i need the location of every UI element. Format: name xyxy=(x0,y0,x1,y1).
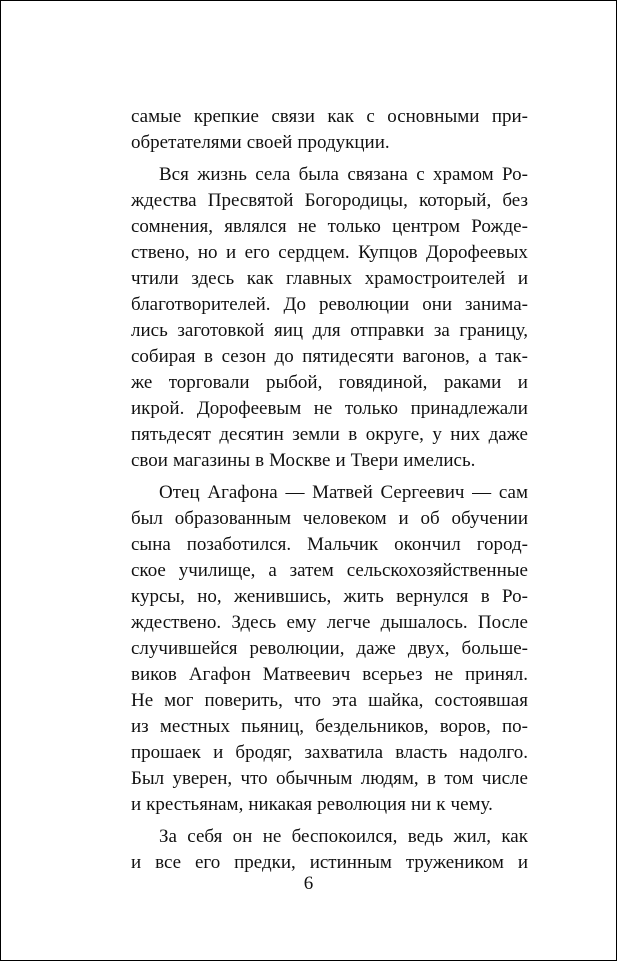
text-line: из местных пьяниц, бездельников, воров, по- xyxy=(131,716,528,737)
text-line: благотворителей. До революции они занима- xyxy=(131,294,528,315)
text-line: ждествено. Здесь ему легче дышалось. После xyxy=(131,612,528,633)
text-line: ское училище, а затем сельскохозяйственные xyxy=(131,560,528,581)
text-line: был образованным человеком и об обучении xyxy=(131,508,528,529)
text-line: самые крепкие связи как с основными при- xyxy=(131,106,528,127)
text-line: виков Агафон Матвеевич всерьез не принял. xyxy=(131,664,528,685)
page-number: 6 xyxy=(303,873,314,894)
text-line: же торговали рыбой, говядиной, раками и xyxy=(131,372,528,393)
paragraph xyxy=(131,162,528,474)
text-line: За себя он не беспокоился, ведь жил, как xyxy=(159,826,528,847)
text-line: Отец Агафона — Матвей Сергеевич — сам xyxy=(159,482,528,503)
text-line: курсы, но, женившись, жить вернулся в Ро- xyxy=(131,586,528,607)
paragraph xyxy=(131,824,528,876)
text-line: сомнения, являлся не только центром Рожде- xyxy=(131,216,528,237)
text-line: обретателями своей продукции. xyxy=(131,132,390,153)
text-line: Был уверен, что обычным людям, в том числе xyxy=(131,768,528,789)
text-line: ждества Пресвятой Богородицы, который, без xyxy=(131,190,528,211)
text-line: Не мог поверить, что эта шайка, состоявшая xyxy=(131,690,528,711)
text-line: и крестьянам, никакая революция ни к чему. xyxy=(131,794,493,815)
text-line: сына позаботился. Мальчик окончил город- xyxy=(131,534,528,555)
paragraph xyxy=(131,104,528,156)
text-line: пятьдесят десятин земли в округе, у них даже xyxy=(131,424,528,445)
text-line: ствено, но и его сердцем. Купцов Дорофеевых xyxy=(131,242,528,263)
text-line: лись заготовкой яиц для отправки за границу, xyxy=(131,320,528,341)
text-line: случившейся революции, даже двух, больше- xyxy=(131,638,528,659)
text-line: собирая в сезон до пятидесяти вагонов, а так- xyxy=(131,346,528,367)
text-line: и все его предки, истинным тружеником и xyxy=(131,852,528,873)
text-line: свои магазины в Москве и Твери имелись. xyxy=(131,450,476,471)
body-text xyxy=(131,104,528,876)
paragraph xyxy=(131,480,528,818)
text-line: Вся жизнь села была связана с храмом Ро- xyxy=(159,164,528,185)
text-line: чтили здесь как главных храмостроителей и xyxy=(131,268,528,289)
text-line: икрой. Дорофеевым не только принадлежали xyxy=(131,398,528,419)
text-line: прошаек и бродяг, захватила власть надолго. xyxy=(131,742,528,763)
